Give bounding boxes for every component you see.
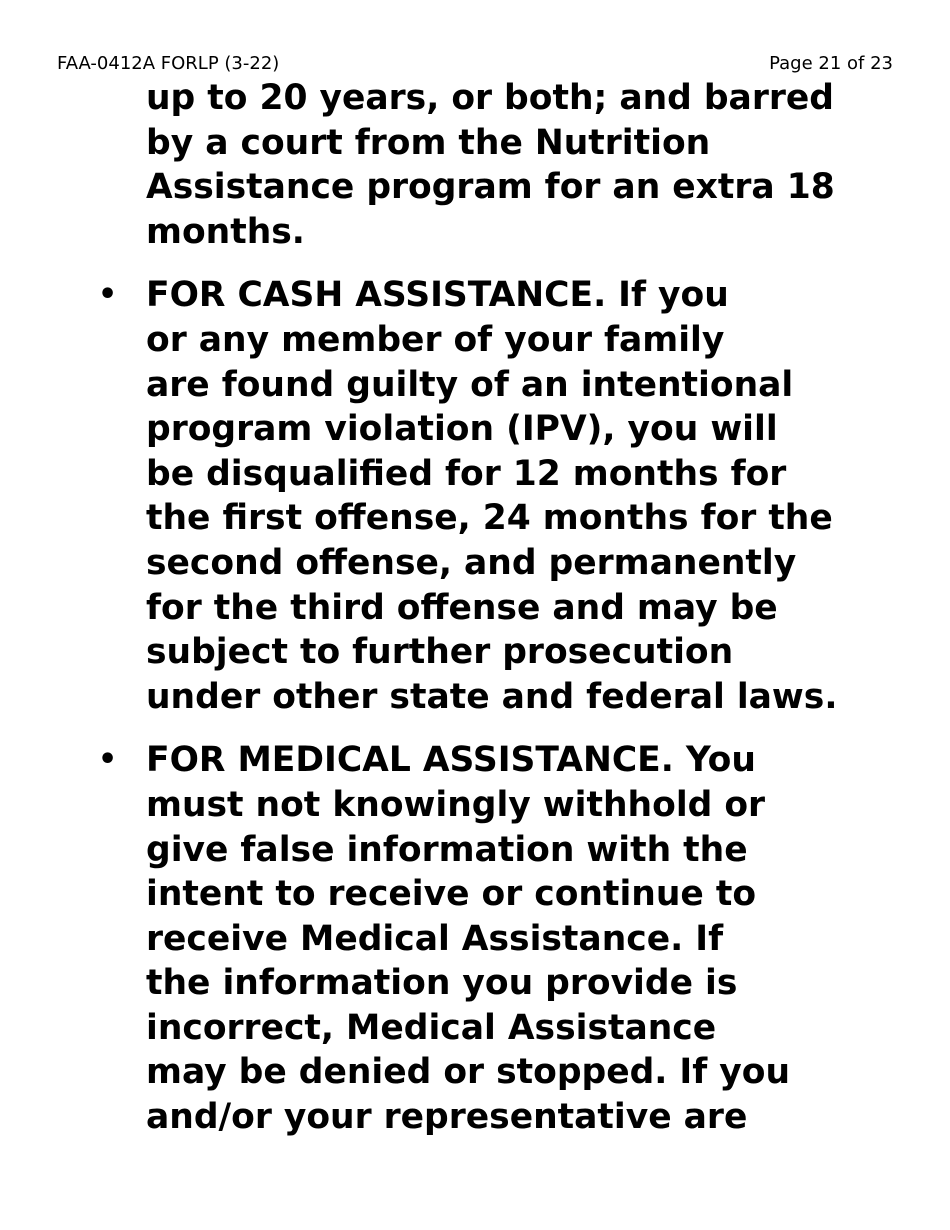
text-line: or any member of your family xyxy=(146,319,725,360)
text-line: up to 20 years, or both; and barred xyxy=(146,78,834,118)
text-line: subject to further prosecution xyxy=(146,632,734,673)
document-body xyxy=(0,76,950,1140)
text-line: Assistance program for an extra 18 xyxy=(146,167,835,208)
text-line: incorrect, Medical Assistance xyxy=(146,1007,717,1048)
text-line: give false information with the xyxy=(146,829,748,870)
bullet-cash-assistance xyxy=(0,273,950,719)
bullet-icon: • xyxy=(98,742,118,778)
continuation-paragraph xyxy=(0,76,950,254)
text-line: may be denied or stopped. If you xyxy=(146,1052,791,1093)
page-number: Page 21 of 23 xyxy=(769,53,893,74)
text-line: under other state and federal laws. xyxy=(146,676,838,717)
text-line: the information you provide is xyxy=(146,963,738,1004)
text-line: second offense, and permanently xyxy=(146,542,797,583)
text-line: months. xyxy=(146,211,305,252)
page-header xyxy=(57,52,893,76)
text-line: be disqualified for 12 months for xyxy=(146,453,787,494)
text-line: FOR MEDICAL ASSISTANCE. You xyxy=(146,740,756,781)
bullet-medical-assistance xyxy=(0,738,950,1139)
text-line: for the third offense and may be xyxy=(146,587,778,628)
text-line: intent to receive or continue to xyxy=(146,874,757,915)
form-id: FAA-0412A FORLP (3-22) xyxy=(57,53,280,74)
text-line: are found guilty of an intentional xyxy=(146,364,794,405)
text-line: must not knowingly withhold or xyxy=(146,784,766,825)
bullet-icon: • xyxy=(98,277,118,313)
text-line: program violation (IPV), you will xyxy=(146,409,778,450)
text-line: FOR CASH ASSISTANCE. If you xyxy=(146,275,729,316)
text-line: the first offense, 24 months for the xyxy=(146,498,833,539)
text-line: and/or your representative are xyxy=(146,1097,748,1138)
text-line: by a court from the Nutrition xyxy=(146,122,711,163)
text-line: receive Medical Assistance. If xyxy=(146,918,724,959)
